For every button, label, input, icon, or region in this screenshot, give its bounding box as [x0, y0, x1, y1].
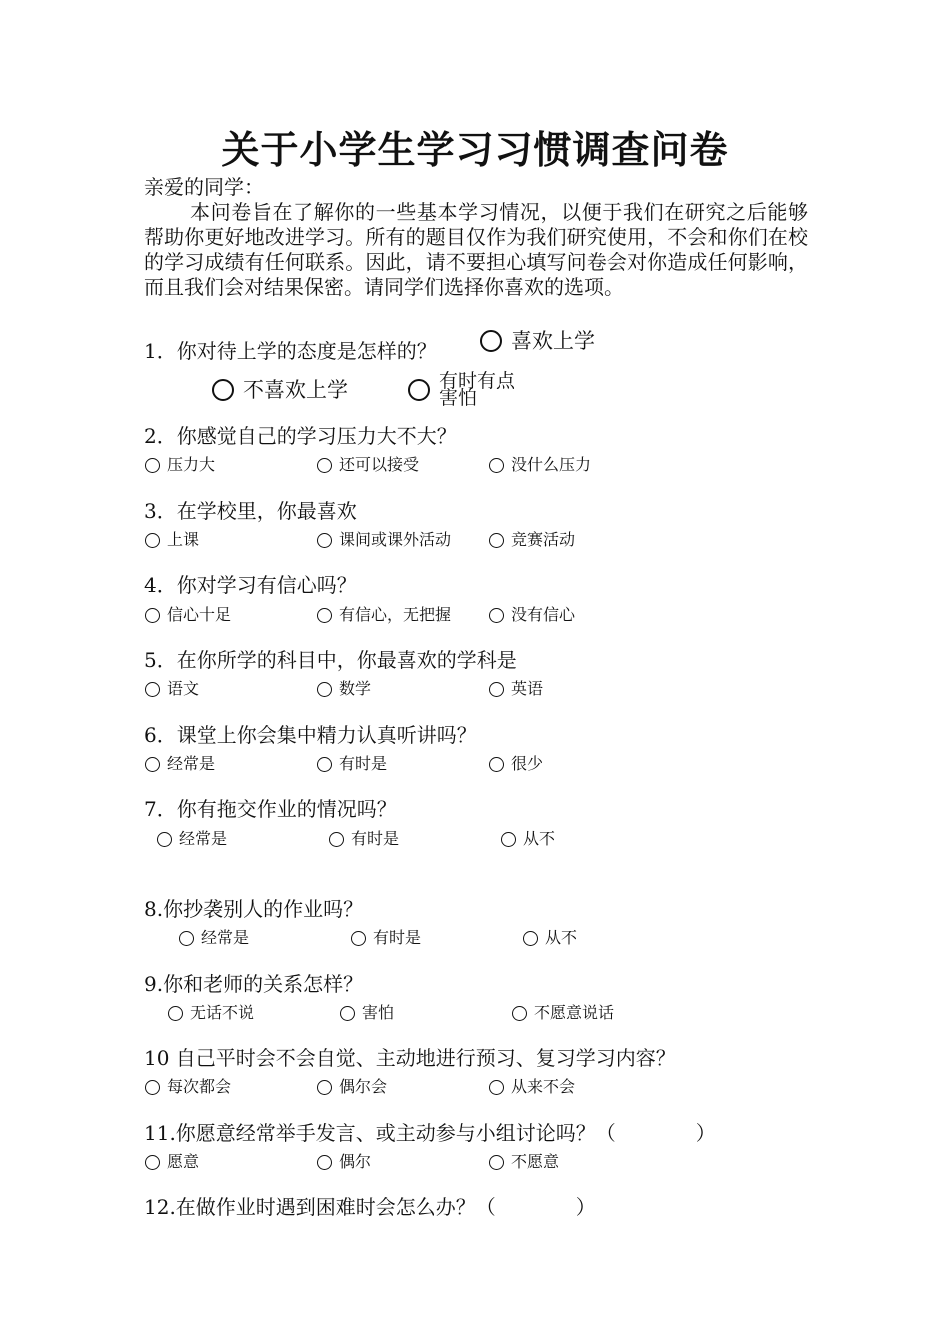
- question-1: 1．你对待上学的态度是怎样的？: [144, 339, 437, 363]
- radio-circle-icon: [489, 458, 504, 473]
- radio-circle-icon: [317, 533, 332, 548]
- option-label: 偶尔: [339, 1152, 372, 1171]
- option-label: 有时是: [351, 829, 400, 848]
- q6-option-2[interactable]: [317, 754, 387, 774]
- option-label: 偶尔会: [339, 1077, 388, 1096]
- option-label: 害怕: [362, 1003, 395, 1022]
- option-label: 有时是: [339, 754, 388, 773]
- greeting: 亲爱的同学：: [144, 175, 264, 199]
- q11-option-3[interactable]: [489, 1152, 559, 1172]
- q7-option-3[interactable]: [501, 829, 555, 849]
- radio-circle-icon: [317, 608, 332, 623]
- question-3: 3．在学校里，你最喜欢: [144, 499, 357, 523]
- option-label: 没有信心: [511, 605, 576, 624]
- option-label: 不愿意说话: [534, 1003, 615, 1022]
- radio-circle-icon: [340, 1006, 355, 1021]
- radio-circle-icon: [317, 458, 332, 473]
- question-5: 5．在你所学的科目中，你最喜欢的学科是: [144, 648, 517, 672]
- radio-circle-icon: [145, 1080, 160, 1095]
- q8-option-3[interactable]: [523, 928, 577, 948]
- question-4: 4．你对学习有信心吗？: [144, 573, 357, 597]
- page-title: 关于小学生学习习惯调查问卷: [221, 128, 729, 172]
- radio-circle-icon: [489, 757, 504, 772]
- question-2: 2．你感觉自己的学习压力大不大？: [144, 424, 457, 448]
- q7-option-1[interactable]: [157, 829, 227, 849]
- option-label: 压力大: [167, 455, 216, 474]
- option-label: 有信心，无把握: [339, 605, 452, 624]
- question-10: 10 自己平时会不会自觉、主动地进行预习、复习学习内容？: [144, 1046, 676, 1070]
- q8-option-2[interactable]: [351, 928, 421, 948]
- q2-option-3[interactable]: [489, 455, 591, 475]
- radio-circle-icon: [489, 608, 504, 623]
- radio-circle-icon: [157, 832, 172, 847]
- q8-option-1[interactable]: [179, 928, 249, 948]
- radio-circle-icon: [145, 458, 160, 473]
- q2-option-1[interactable]: [145, 455, 215, 475]
- q9-option-3[interactable]: [512, 1003, 614, 1023]
- q1-option-2[interactable]: [212, 378, 348, 402]
- option-label: 数学: [339, 679, 372, 698]
- radio-circle-icon: [145, 682, 160, 697]
- q10-option-1[interactable]: [145, 1077, 231, 1097]
- question-6: 6．课堂上你会集中精力认真听讲吗？: [144, 723, 477, 747]
- radio-circle-icon: [145, 1155, 160, 1170]
- option-label: 从不: [545, 928, 578, 947]
- q4-option-3[interactable]: [489, 605, 575, 625]
- q4-option-1[interactable]: [145, 605, 231, 625]
- option-label: 语文: [167, 679, 200, 698]
- radio-circle-icon: [179, 931, 194, 946]
- q4-option-2[interactable]: [317, 605, 451, 625]
- option-label: 从不: [523, 829, 556, 848]
- radio-circle-icon: [501, 832, 516, 847]
- radio-circle-icon: [317, 1080, 332, 1095]
- question-7: 7．你有拖交作业的情况吗？: [144, 797, 397, 821]
- radio-circle-icon: [489, 1080, 504, 1095]
- q9-option-1[interactable]: [168, 1003, 254, 1023]
- q1-option-1[interactable]: [480, 329, 595, 353]
- question-9: 9.你和老师的关系怎样？: [144, 972, 364, 996]
- option-label: 信心十足: [167, 605, 232, 624]
- option-label: 从来不会: [511, 1077, 576, 1096]
- option-label: 喜欢上学: [511, 329, 595, 353]
- option-label: 愿意: [167, 1152, 200, 1171]
- option-label: 还可以接受: [339, 455, 420, 474]
- q7-option-2[interactable]: [329, 829, 399, 849]
- radio-circle-icon: [489, 533, 504, 548]
- intro-paragraph: 本问卷旨在了解你的一些基本学习情况，以便于我们在研究之后能够帮助你更好地改进学习。所有的题目仅作为我们研究使用，不会和你们在校的学习成绩有任何联系。因此，请不要担心填写问卷会对你造成任何影响，而且我们会对结果保密。请同学们选择你喜欢的选项。: [144, 200, 808, 299]
- q1-option-3[interactable]: [408, 370, 528, 409]
- radio-circle-icon: [212, 379, 234, 401]
- q11-option-1[interactable]: [145, 1152, 199, 1172]
- radio-circle-icon: [489, 1155, 504, 1170]
- q2-option-2[interactable]: [317, 455, 419, 475]
- option-label: 无话不说: [190, 1003, 255, 1022]
- q10-option-2[interactable]: [317, 1077, 387, 1097]
- radio-circle-icon: [329, 832, 344, 847]
- q6-option-1[interactable]: [145, 754, 215, 774]
- option-label: 英语: [511, 679, 544, 698]
- q9-option-2[interactable]: [340, 1003, 394, 1023]
- q11-option-2[interactable]: [317, 1152, 371, 1172]
- option-label: 不喜欢上学: [243, 378, 348, 402]
- radio-circle-icon: [168, 1006, 183, 1021]
- radio-circle-icon: [317, 757, 332, 772]
- q10-option-3[interactable]: [489, 1077, 575, 1097]
- q5-option-3[interactable]: [489, 679, 543, 699]
- q5-option-1[interactable]: [145, 679, 199, 699]
- option-label: 有时是: [373, 928, 422, 947]
- option-label: 经常是: [201, 928, 250, 947]
- option-label: 每次都会: [167, 1077, 232, 1096]
- radio-circle-icon: [523, 931, 538, 946]
- option-label: 课间或课外活动: [339, 530, 452, 549]
- radio-circle-icon: [145, 757, 160, 772]
- q3-option-2[interactable]: [317, 530, 451, 550]
- radio-circle-icon: [317, 1155, 332, 1170]
- question-8: 8.你抄袭别人的作业吗？: [144, 897, 364, 921]
- q3-option-1[interactable]: [145, 530, 199, 550]
- question-12: 12.在做作业时遇到困难时会怎么办？（ ）: [144, 1195, 596, 1219]
- option-label: 竞赛活动: [511, 530, 576, 549]
- radio-circle-icon: [351, 931, 366, 946]
- option-label: 经常是: [179, 829, 228, 848]
- q6-option-3[interactable]: [489, 754, 543, 774]
- radio-circle-icon: [145, 533, 160, 548]
- option-label: 不愿意: [511, 1152, 560, 1171]
- option-label: 很少: [511, 754, 544, 773]
- q3-option-3[interactable]: [489, 530, 575, 550]
- option-label: 有时有点害怕: [439, 370, 516, 409]
- radio-circle-icon: [317, 682, 332, 697]
- radio-circle-icon: [512, 1006, 527, 1021]
- radio-circle-icon: [480, 330, 502, 352]
- q5-option-2[interactable]: [317, 679, 371, 699]
- question-11: 11.你愿意经常举手发言、或主动参与小组讨论吗？（ ）: [144, 1121, 716, 1145]
- option-label: 经常是: [167, 754, 216, 773]
- radio-circle-icon: [489, 682, 504, 697]
- radio-circle-icon: [145, 608, 160, 623]
- radio-circle-icon: [408, 379, 430, 401]
- option-label: 没什么压力: [511, 455, 592, 474]
- option-label: 上课: [167, 530, 200, 549]
